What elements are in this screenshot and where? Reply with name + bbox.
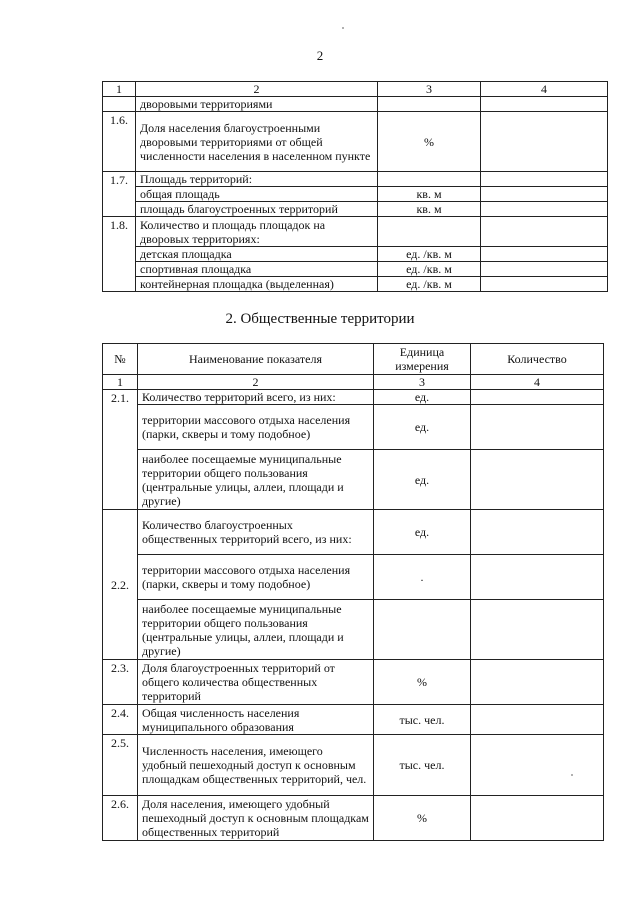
table-row: [103, 97, 608, 112]
row-number: 2.2.: [103, 510, 138, 660]
quantity-cell: [471, 390, 604, 405]
row-number: 1.6.: [103, 112, 136, 172]
indicator-name: Доля населения, имеющего удобный пешеходный доступ к основным площадкам общественных территорий: [138, 796, 374, 841]
quantity-cell: [481, 97, 608, 112]
quantity-cell: [471, 796, 604, 841]
quantity-cell: [471, 405, 604, 450]
column-index-1: 1: [103, 82, 136, 97]
table-row: [103, 277, 608, 292]
quantity-cell: [481, 247, 608, 262]
indicators-table-public: [102, 343, 604, 841]
indicator-name: дворовыми территориями: [136, 97, 378, 112]
unit-cell: %: [374, 660, 471, 705]
table-row: [103, 247, 608, 262]
unit-cell: ед.: [374, 390, 471, 405]
section-title: 2. Общественные территории: [225, 311, 415, 327]
scan-speck: [342, 27, 344, 29]
indicator-name: Численность населения, имеющего удобный пешеходный доступ к основным площадкам общественных территорий, чел.: [138, 735, 374, 796]
indicator-name: территории массового отдыха населения (парки, скверы и тому подобное): [138, 555, 374, 600]
row-number: 1.7.: [103, 172, 136, 217]
column-index-2: 2: [136, 82, 378, 97]
unit-cell: ед. /кв. м: [378, 247, 481, 262]
row-number: 2.1.: [103, 390, 138, 510]
unit-cell: ед. /кв. м: [378, 277, 481, 292]
indicator-name: общая площадь: [136, 187, 378, 202]
row-number: 1.8.: [103, 217, 136, 292]
indicator-name: спортивная площадка: [136, 262, 378, 277]
indicator-name: территории массового отдыха населения (парки, скверы и тому подобное): [138, 405, 374, 450]
indicator-name: Площадь территорий:: [136, 172, 378, 187]
quantity-cell: [481, 112, 608, 172]
row-number: 2.6.: [103, 796, 138, 841]
table-row: [103, 202, 608, 217]
column-header-number: №: [103, 344, 138, 375]
row-number: 2.5.: [103, 735, 138, 796]
unit-cell: ед.: [374, 405, 471, 450]
indicator-name: Доля населения благоустроенными дворовыми территориями от общей численности населения в населенном пункте: [136, 112, 378, 172]
indicator-name: Доля благоустроенных территорий от общего количества общественных территорий: [138, 660, 374, 705]
unit-cell: ед.: [374, 510, 471, 555]
table-row: [103, 172, 608, 187]
table-row: [103, 510, 604, 555]
column-header-indicator: Наименование показателя: [138, 344, 374, 375]
row-number: 2.4.: [103, 705, 138, 735]
column-index-4: 4: [481, 82, 608, 97]
quantity-cell: [471, 510, 604, 555]
row-number: 2.3.: [103, 660, 138, 705]
unit-cell: .: [374, 555, 471, 600]
indicator-name: площадь благоустроенных территорий: [136, 202, 378, 217]
table-row: [103, 450, 604, 510]
indicator-name: Общая численность населения муниципального образования: [138, 705, 374, 735]
unit-cell: ед.: [374, 450, 471, 510]
quantity-cell: [481, 277, 608, 292]
unit-cell: тыс. чел.: [374, 705, 471, 735]
unit-cell: [378, 172, 481, 187]
indicator-name: Количество территорий всего, из них:: [138, 390, 374, 405]
column-index-1: 1: [103, 375, 138, 390]
table-row: [103, 796, 604, 841]
quantity-cell: [471, 660, 604, 705]
quantity-cell: [471, 705, 604, 735]
quantity-cell: [481, 172, 608, 187]
table-row: [103, 217, 608, 247]
table-row: [103, 262, 608, 277]
row-number: [103, 97, 136, 112]
column-index-3: 3: [378, 82, 481, 97]
unit-cell: тыс. чел.: [374, 735, 471, 796]
column-index-2: 2: [138, 375, 374, 390]
indicator-name: Количество благоустроенных общественных территорий всего, из них:: [138, 510, 374, 555]
quantity-cell: [471, 555, 604, 600]
table-row: [103, 660, 604, 705]
column-index-4: 4: [471, 375, 604, 390]
table-row: [103, 187, 608, 202]
indicator-name: детская площадка: [136, 247, 378, 262]
table-row: [103, 555, 604, 600]
table-row: [103, 390, 604, 405]
table-row: [103, 405, 604, 450]
column-header-quantity: Количество: [471, 344, 604, 375]
unit-cell: кв. м: [378, 187, 481, 202]
indicator-name: наиболее посещаемые муниципальные территории общего пользования (центральные улицы, аллеи, площади и другие): [138, 600, 374, 660]
quantity-cell: [481, 187, 608, 202]
table-row: [103, 735, 604, 796]
quantity-cell: [481, 262, 608, 277]
quantity-cell: [471, 450, 604, 510]
table-row: [103, 600, 604, 660]
unit-cell: %: [374, 796, 471, 841]
unit-cell: [374, 600, 471, 660]
quantity-cell: [471, 600, 604, 660]
table-index-row: [103, 375, 604, 390]
indicators-table-yards: [102, 81, 608, 292]
unit-cell: кв. м: [378, 202, 481, 217]
column-index-3: 3: [374, 375, 471, 390]
quantity-cell: [481, 217, 608, 247]
scan-speck: [571, 774, 573, 776]
indicator-name: контейнерная площадка (выделенная): [136, 277, 378, 292]
table-row: [103, 705, 604, 735]
unit-cell: ед. /кв. м: [378, 262, 481, 277]
unit-cell: %: [378, 112, 481, 172]
table-header-row: [103, 344, 604, 375]
page-number: 2: [316, 48, 324, 63]
indicator-name: Количество и площадь площадок на дворовых территориях:: [136, 217, 378, 247]
column-header-unit: Единица измерения: [374, 344, 471, 375]
table-row: [103, 112, 608, 172]
quantity-cell: [481, 202, 608, 217]
table-header-row: [103, 82, 608, 97]
unit-cell: [378, 97, 481, 112]
indicator-name: наиболее посещаемые муниципальные территории общего пользования (центральные улицы, аллеи, площади и другие): [138, 450, 374, 510]
quantity-cell: [471, 735, 604, 796]
unit-cell: [378, 217, 481, 247]
